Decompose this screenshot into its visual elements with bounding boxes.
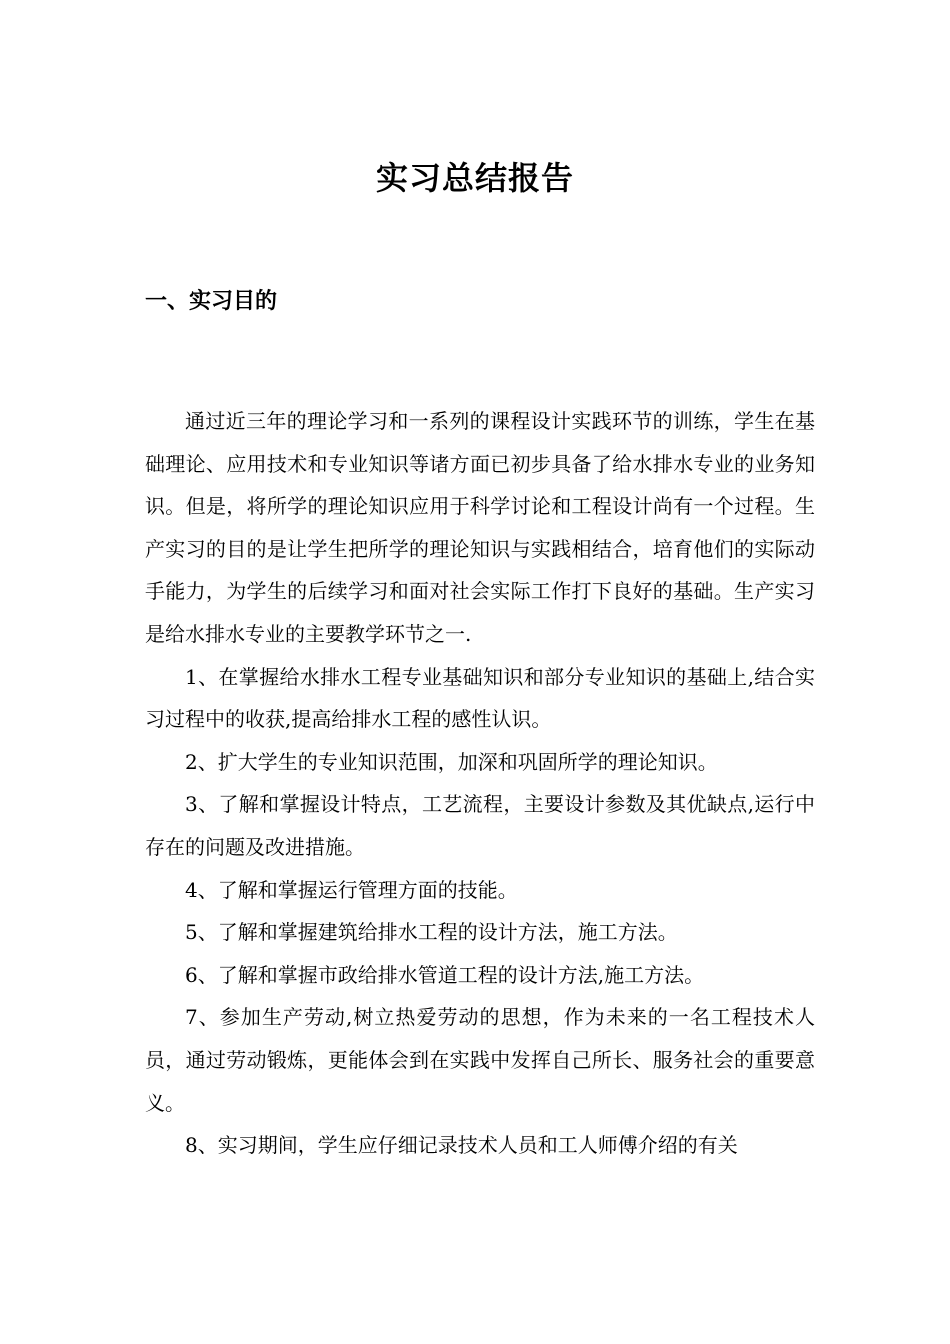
paragraph-item-7: 7、参加生产劳动,树立热爱劳动的思想，作为未来的一名工程技术人员，通过劳动锻炼，更能体会到在实践中发挥自己所长、服务社会的重要意义。: [145, 1005, 815, 1115]
paragraph-item-6: 6、了解和掌握市政给排水管道工程的设计方法,施工方法。: [185, 962, 705, 987]
paragraph-item-2: 2、扩大学生的专业知识范围，加深和巩固所学的理论知识。: [185, 749, 718, 774]
paragraph-item-8: 8、实习期间，学生应仔细记录技术人员和工人师傅介绍的有关: [185, 1133, 738, 1158]
section-heading: 一、实习目的: [145, 289, 278, 314]
paragraph-item-3: 3、了解和掌握设计特点，工艺流程，主要设计参数及其优缺点,运行中存在的问题及改进措施。: [145, 792, 815, 859]
document-title: 实习总结报告: [375, 159, 574, 197]
paragraph-item-5: 5、了解和掌握建筑给排水工程的设计方法，施工方法。: [185, 920, 678, 945]
paragraph-item-4: 4、了解和掌握运行管理方面的技能。: [185, 877, 518, 902]
paragraph-intro: 通过近三年的理论学习和一系列的课程设计实践环节的训练，学生在基础理论、应用技术和专业知识等诸方面已初步具备了给水排水专业的业务知识。但是，将所学的理论知识应用于科学讨论和工程设计尚有一个过程。生产实习的目的是让学生把所学的理论知识与实践相结合，培育他们的实际动手能力，为学生的后续学习和面对社会实际工作打下良好的基础。生产实习是给水排水专业的主要教学环节之一.: [145, 409, 815, 646]
document-body: [145, 400, 815, 1167]
paragraph-item-1: 1、在掌握给水排水工程专业基础知识和部分专业知识的基础上,结合实习过程中的收获,提高给排水工程的感性认识。: [145, 664, 815, 732]
